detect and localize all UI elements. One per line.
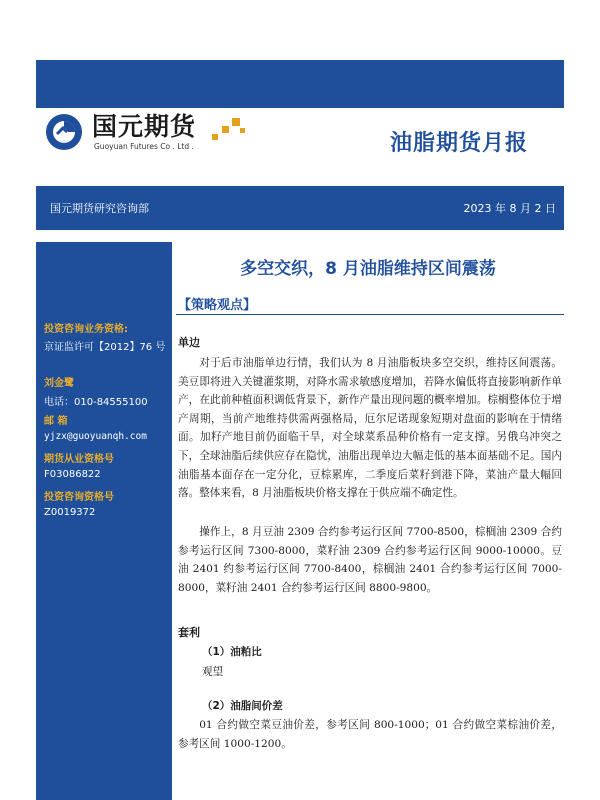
report-headline: 多空交织，8 月油脂维持区间震荡 [240,259,496,279]
info-bar [36,186,564,230]
arbitrage-item-1-title: （1）油粕比 [202,646,262,658]
logo-squares-icon [212,118,248,142]
strategy-heading: 【策略观点】 [178,298,257,313]
analyst-sidebar [36,242,172,800]
analyst-name: 刘金鹭 [44,378,74,389]
section-arbitrage: 套利 [178,626,200,639]
single-side-para-2: 操作上，8 月豆油 2309 合约参考运行区间 7700-8500，棕榈油 2309 合约参考运行区间 7300-8000，菜籽油 2309 合约参考运行区间 9000-10000。豆油 2401 约参考运行区间 7700-8400，棕榈油 2401 合约参考运行区间 7000-8000，菜籽油 2401 合约参考运行区间 8800-9800。 [178,526,562,594]
qualification-value: F03086822 [44,469,101,480]
license-value: 京证监许可【2012】76 号 [44,342,166,353]
analyst-email: yjzx@guoyuanqh.com [44,431,147,442]
consult-label: 投资咨询资格号 [44,492,114,503]
logo-mark-icon [44,112,84,152]
report-date: 2023 年 8 月 2 日 [463,202,556,215]
top-banner [36,60,564,108]
brand-name-cn: 国元期货 [92,112,197,141]
single-side-para-1: 对于后市油脂单边行情，我们认为 8 月油脂板块多空交织，维持区间震荡。美豆即将进入关键灌浆期，对降水需求敏感度增加，若降水偏低将直接影响新作单产，在此前种植面积调低背景下，新作产量出现问题的概率增加。棕榈整体位于增产周期，当前产地维持供需两强格局，厄尔尼诺现象短期对盘面的影响在于情绪面。加籽产地目前仍面临干旱，对全球菜系品种价格有一定支撑。另俄乌冲突之下，全球油脂后续供应存在隐忧，油脂出现单边大幅走低的基本面基础不足。国内油脂基本面存在一定分化，豆棕累库，二季度后菜籽到港下降，菜油产量大幅回落。整体来看，8 月油脂板块价格支撑在于供应端不确定性。 [178,357,562,500]
department: 国元期货研究咨询部 [50,202,149,215]
consult-value: Z0019372 [44,507,96,518]
analyst-phone: 电话：010-84555100 [44,397,148,408]
arbitrage-item-2-title: （2）油脂间价差 [202,700,283,712]
arbitrage-item-1-text: 观望 [202,666,224,678]
company-logo [44,112,254,152]
section-single-side: 单边 [178,336,200,349]
qualification-label: 期货从业资格号 [44,454,114,465]
brand-name-en: Guoyuan Futures Co . Ltd . [94,142,194,151]
report-title: 油脂期货月报 [389,131,528,156]
divider [176,314,564,315]
license-label: 投资咨询业务资格: [44,324,128,335]
email-label: 邮 箱 [44,416,68,427]
arbitrage-item-2-text: 01 合约做空菜豆油价差，参考区间 800-1000；01 合约做空菜棕油价差，参考区间 1000-1200。 [178,719,562,750]
